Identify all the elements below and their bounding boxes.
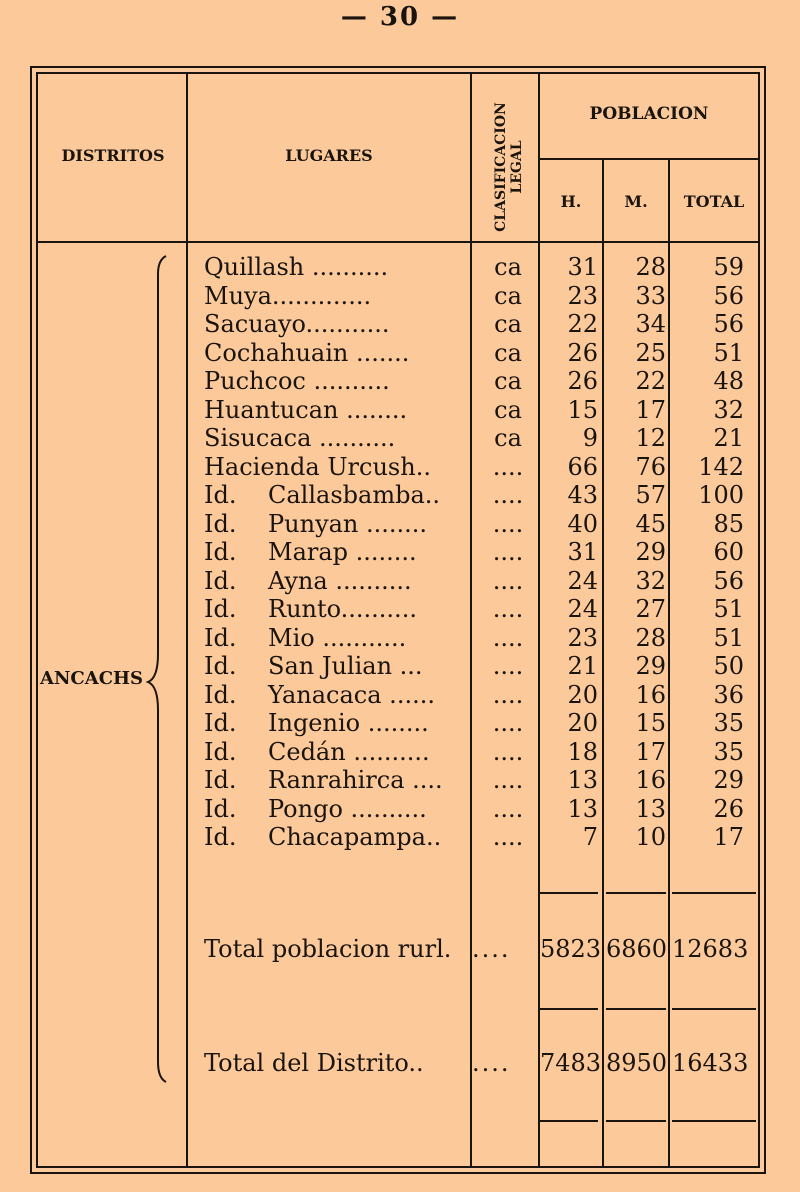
table-row [0, 709, 800, 738]
h-cell: 23 [567, 623, 598, 652]
lugar-cell [204, 795, 470, 824]
header-m: M. [624, 192, 648, 211]
lugar-name: Mio ........... [268, 623, 407, 652]
clasificacion-cell: ca [494, 253, 522, 281]
total-rule-h-2 [540, 1008, 598, 1010]
clasificacion-cell: .... [492, 623, 524, 652]
clasificacion-cell: ca [494, 424, 522, 452]
total-rule-m-1 [606, 892, 666, 894]
lugar-prefix: Id. [204, 737, 237, 766]
m-cell: 10 [635, 823, 666, 851]
table-row [0, 310, 800, 339]
total-cell: 100 [698, 481, 744, 509]
clasificacion-cell: .... [492, 652, 524, 680]
clasificacion-cell: .... [492, 509, 524, 538]
lugar-name: Ingenio ........ [268, 709, 429, 737]
m-cell: 33 [635, 281, 666, 310]
lugar-prefix: Id. [204, 823, 237, 851]
h-cell: 15 [567, 395, 598, 424]
lugar-name: Callasbamba.. [268, 481, 441, 509]
table-row [0, 367, 800, 396]
lugar-name: Punyan ........ [268, 509, 428, 538]
lugar-name: Yanacaca ...... [268, 680, 435, 709]
total-district-label: Total del Distrito.. [204, 1049, 424, 1077]
m-cell: 34 [635, 310, 666, 338]
m-cell: 29 [635, 538, 666, 566]
lugar-name: Huantucan ........ [204, 395, 408, 424]
header-clasificacion-line2: LEGAL [509, 140, 525, 194]
total-cell: 85 [713, 509, 744, 538]
lugar-cell [204, 595, 470, 624]
lugar-name: San Julian ... [268, 652, 423, 680]
lugar-prefix: Id. [204, 538, 237, 566]
total-rule-t-3 [672, 1120, 756, 1122]
total-cell: 32 [713, 395, 744, 424]
total-rural-row [0, 934, 800, 964]
lugar-cell [204, 681, 470, 710]
header-poblacion-rule [540, 158, 758, 160]
lugar-prefix: Id. [204, 566, 237, 595]
table-row [0, 738, 800, 767]
h-cell: 26 [567, 338, 598, 367]
lugar-prefix: Id. [204, 766, 237, 794]
lugar-name: Muya............. [204, 281, 372, 310]
lugar-name: Sacuayo........... [204, 310, 390, 338]
lugar-cell [204, 282, 470, 311]
total-rural-h: 5823 [540, 935, 602, 963]
total-district-dots: .... [472, 1049, 511, 1077]
table-row [0, 510, 800, 539]
lugar-name: Cedán .......... [268, 737, 430, 766]
lugar-cell [204, 624, 470, 653]
total-cell: 36 [713, 680, 744, 709]
m-cell: 28 [635, 253, 666, 281]
m-cell: 17 [635, 737, 666, 766]
lugar-name: Runto.......... [268, 595, 417, 623]
district-name: ANCACHS [40, 668, 144, 689]
clasificacion-cell: .... [492, 452, 524, 481]
total-cell: 29 [713, 766, 744, 794]
clasificacion-cell: .... [492, 538, 524, 566]
lugar-cell [204, 823, 470, 852]
clasificacion-cell: ca [494, 395, 522, 424]
h-cell: 21 [567, 652, 598, 680]
total-cell: 142 [698, 452, 744, 481]
lugar-cell [204, 510, 470, 539]
lugar-prefix: Id. [204, 509, 237, 538]
table-row [0, 567, 800, 596]
lugar-prefix: Id. [204, 623, 237, 652]
h-cell: 43 [567, 481, 598, 509]
total-rural-m: 6860 [606, 935, 668, 963]
total-rural-label: Total poblacion rurl. [204, 935, 452, 963]
lugar-name: Ayna .......... [268, 566, 412, 595]
header-lugares: LUGARES [285, 146, 373, 165]
h-cell: 20 [567, 709, 598, 737]
table-row [0, 453, 800, 482]
total-rule-h-1 [540, 892, 598, 894]
total-cell: 56 [713, 566, 744, 595]
total-cell: 48 [713, 367, 744, 395]
lugar-cell [204, 766, 470, 795]
total-district-m: 8950 [606, 1049, 668, 1077]
lugar-name: Hacienda Urcush.. [204, 452, 431, 481]
lugar-cell [204, 339, 470, 368]
h-cell: 26 [567, 367, 598, 395]
m-cell: 16 [635, 680, 666, 709]
total-cell: 56 [713, 281, 744, 310]
lugar-cell [204, 652, 470, 681]
lugar-cell [204, 310, 470, 339]
table-row [0, 681, 800, 710]
m-cell: 12 [635, 424, 666, 452]
header-bottom-rule [38, 241, 758, 243]
clasificacion-cell: .... [492, 595, 524, 623]
table-row [0, 624, 800, 653]
h-cell: 20 [567, 680, 598, 709]
total-cell: 51 [713, 623, 744, 652]
lugar-name: Pongo .......... [268, 794, 427, 823]
h-cell: 40 [567, 509, 598, 538]
table-row [0, 823, 800, 852]
header-h: H. [560, 192, 582, 211]
h-cell: 22 [567, 310, 598, 338]
lugar-prefix: Id. [204, 481, 237, 509]
total-rule-m-3 [606, 1120, 666, 1122]
m-cell: 25 [635, 338, 666, 367]
total-rule-h-3 [540, 1120, 598, 1122]
clasificacion-cell: .... [492, 481, 524, 509]
table-row [0, 253, 800, 282]
total-cell: 51 [713, 595, 744, 623]
m-cell: 76 [635, 452, 666, 481]
table-row [0, 396, 800, 425]
m-cell: 29 [635, 652, 666, 680]
total-rule-t-2 [672, 1008, 756, 1010]
m-cell: 22 [635, 367, 666, 395]
h-cell: 23 [567, 281, 598, 310]
total-cell: 35 [713, 709, 744, 737]
total-district-total: 16433 [672, 1049, 749, 1077]
h-cell: 13 [567, 794, 598, 823]
h-cell: 24 [567, 595, 598, 623]
lugar-name: Quillash .......... [204, 253, 389, 281]
header-clasificacion-line1: CLASIFICACION [493, 102, 509, 232]
total-rule-t-1 [672, 892, 756, 894]
table-row [0, 766, 800, 795]
table-row [0, 339, 800, 368]
total-cell: 51 [713, 338, 744, 367]
table-row [0, 595, 800, 624]
table-row [0, 424, 800, 453]
m-cell: 17 [635, 395, 666, 424]
clasificacion-cell: ca [494, 338, 522, 367]
m-cell: 28 [635, 623, 666, 652]
total-district-h: 7483 [540, 1049, 602, 1077]
lugar-cell [204, 367, 470, 396]
m-cell: 16 [635, 766, 666, 794]
m-cell: 13 [635, 794, 666, 823]
lugar-prefix: Id. [204, 595, 237, 623]
total-district-row [0, 1048, 800, 1078]
lugar-cell [204, 538, 470, 567]
m-cell: 32 [635, 566, 666, 595]
m-cell: 15 [635, 709, 666, 737]
total-cell: 56 [713, 310, 744, 338]
lugar-cell [204, 567, 470, 596]
clasificacion-cell: .... [492, 766, 524, 794]
total-rural-dots: .... [472, 935, 511, 963]
h-cell: 31 [567, 253, 598, 281]
total-cell: 50 [713, 652, 744, 680]
total-cell: 26 [713, 794, 744, 823]
clasificacion-cell: ca [494, 310, 522, 338]
m-cell: 45 [635, 509, 666, 538]
h-cell: 24 [567, 566, 598, 595]
header-total: TOTAL [683, 192, 745, 211]
h-cell: 13 [567, 766, 598, 794]
lugar-name: Ranrahirca .... [268, 766, 443, 794]
lugar-cell [204, 709, 470, 738]
lugar-name: Sisucaca .......... [204, 424, 396, 452]
clasificacion-cell: ca [494, 367, 522, 395]
lugar-name: Puchcoc .......... [204, 367, 390, 395]
h-cell: 66 [567, 452, 598, 481]
page-number: — 30 — [340, 2, 460, 32]
total-cell: 59 [713, 253, 744, 281]
lugar-cell [204, 481, 470, 510]
lugar-prefix: Id. [204, 652, 237, 680]
h-cell: 18 [567, 737, 598, 766]
h-cell: 7 [582, 823, 598, 851]
total-cell: 35 [713, 737, 744, 766]
clasificacion-cell: .... [492, 823, 524, 851]
lugar-cell [204, 396, 470, 425]
lugar-prefix: Id. [204, 680, 237, 709]
clasificacion-cell: .... [492, 794, 524, 823]
clasificacion-cell: .... [492, 709, 524, 737]
table-row [0, 282, 800, 311]
total-cell: 60 [713, 538, 744, 566]
h-cell: 9 [582, 424, 598, 452]
clasificacion-cell: .... [492, 566, 524, 595]
table-row [0, 652, 800, 681]
header-clasificacion [478, 92, 540, 242]
lugar-prefix: Id. [204, 794, 237, 823]
lugar-cell [204, 738, 470, 767]
lugar-cell [204, 453, 470, 482]
lugar-name: Marap ........ [268, 538, 417, 566]
header-poblacion: POBLACION [589, 104, 709, 124]
table-row [0, 795, 800, 824]
total-rural-total: 12683 [672, 935, 749, 963]
lugar-name: Chacapampa.. [268, 823, 442, 851]
clasificacion-cell: .... [492, 737, 524, 766]
header-distritos: DISTRITOS [61, 146, 165, 165]
lugar-prefix: Id. [204, 709, 237, 737]
clasificacion-cell: .... [492, 680, 524, 709]
h-cell: 31 [567, 538, 598, 566]
clasificacion-cell: ca [494, 281, 522, 310]
table-row [0, 481, 800, 510]
table-row [0, 538, 800, 567]
lugar-name: Cochahuain ....... [204, 338, 410, 367]
total-cell: 17 [713, 823, 744, 851]
lugar-cell [204, 253, 470, 282]
m-cell: 57 [635, 481, 666, 509]
m-cell: 27 [635, 595, 666, 623]
total-cell: 21 [713, 424, 744, 452]
lugar-cell [204, 424, 470, 453]
total-rule-m-2 [606, 1008, 666, 1010]
